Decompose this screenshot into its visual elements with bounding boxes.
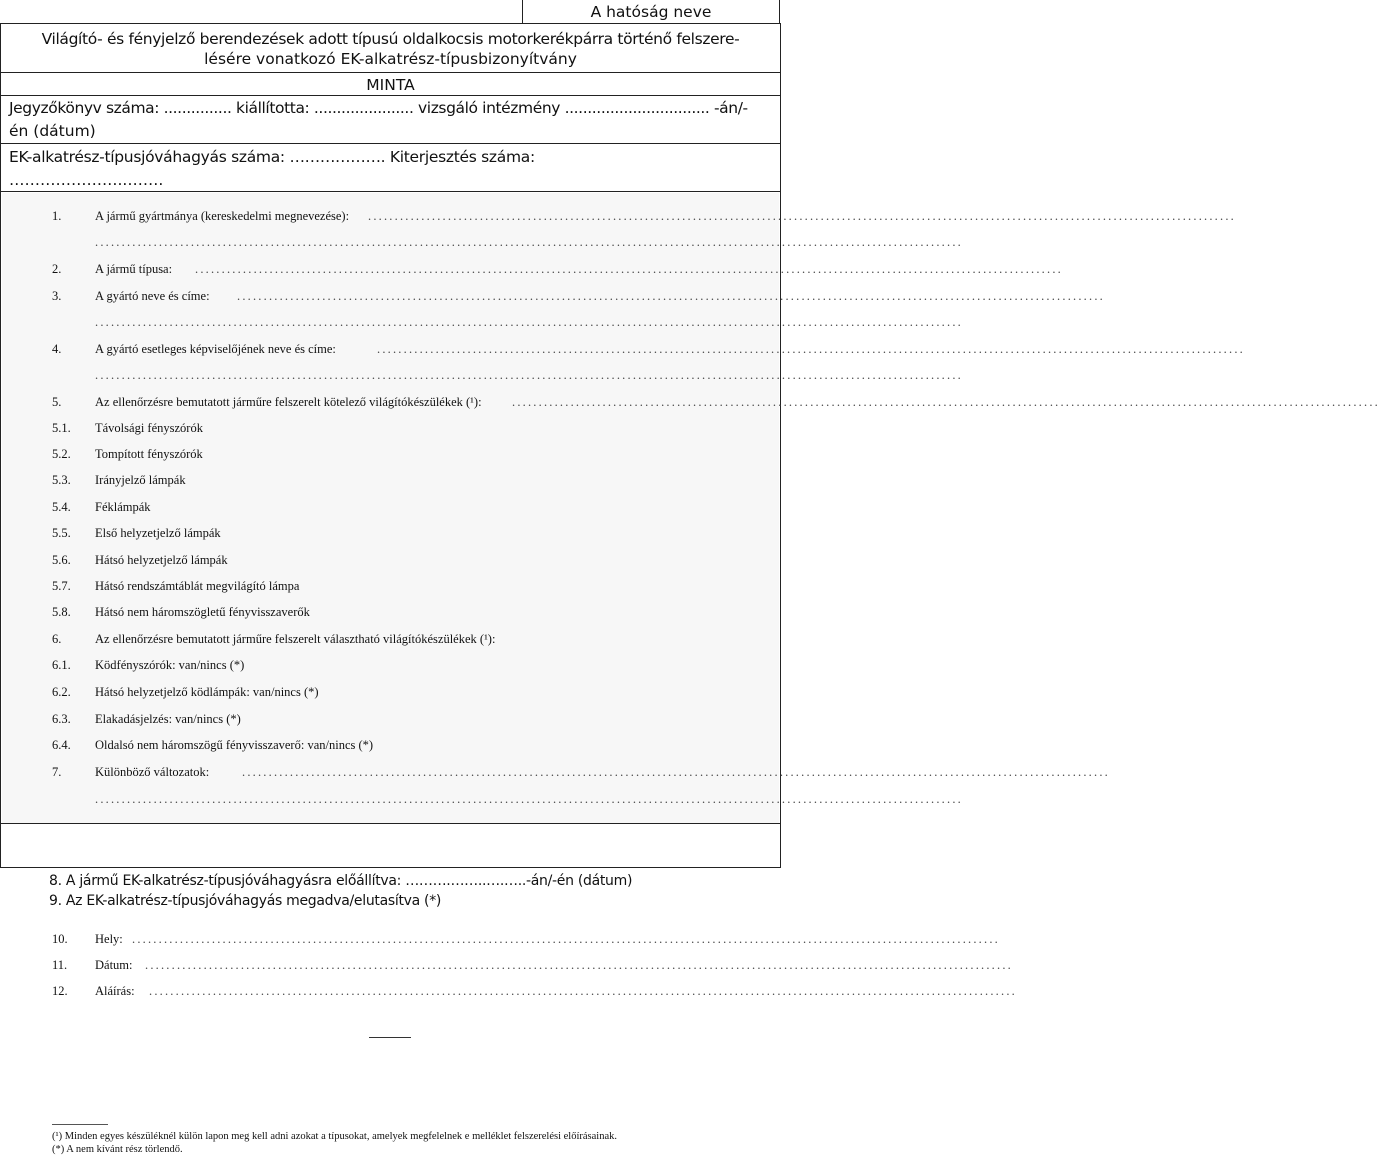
item-5-5 [52,526,729,542]
item-7 [52,765,1110,781]
item-label: Az ellenőrzésre bemutatott járműre felszerelt kötelező világítókészülékek (¹): [95,395,482,409]
item-1 [52,209,1236,225]
certificate-title-line2: lésére vonatkozó EK-alkatrész-típusbizonyítvány [204,50,577,68]
item-2 [52,262,1063,278]
item-label: Irányjelző lámpák [95,473,186,487]
item-number: 6.2. [52,685,71,699]
item-number: 5. [52,395,62,409]
footnote-1: (¹) Minden egyes készüléknél külön lapon meg kell adni azokat a típusokat, amelyek megfelelnek e melléklet felszerelési előírásainak. [52,1131,617,1142]
footnote-2: (*) A nem kívánt rész törlendő. [52,1144,183,1155]
item-number: 5.4. [52,500,71,514]
item-6-2 [52,685,729,701]
item-label: Ködfényszórók: van/nincs (*) [95,658,245,672]
item-6 [52,632,729,648]
item-6-4 [52,738,729,754]
item-8-production-date: 8. A jármű EK-alkatrész-típusjóváhagyásra előállítva: ……….……..….…..-án/-én (dátum) [49,873,633,889]
item-number: 5.2. [52,447,71,461]
continuation-dots: ................................................................................................................................................................... [95,235,963,249]
item-label: Tompított fényszórók [95,447,203,461]
protocol-line2: én (dátum) [9,122,96,140]
item-5-3 [52,473,729,489]
item-label: A jármű gyártmánya (kereskedelmi megnevezése): [95,209,350,223]
item-number: 6.1. [52,658,71,672]
item-label: Az ellenőrzésre bemutatott járműre felszerelt választható világítókészülékek (¹): [95,632,496,646]
item-5 [52,395,1380,411]
item-5-1 [52,421,729,437]
item-number: 2. [52,262,62,276]
item-number: 5.6. [52,553,71,567]
item-5-2 [52,447,729,463]
fill-dots: ................................................................................................................................................................... [237,289,1105,303]
item-number: 1. [52,209,62,223]
item-label: Aláírás: [95,984,135,998]
authority-name: A hatóság neve [590,3,712,21]
item-label: Hely: [95,932,123,946]
item-number: 7. [52,765,62,779]
item-label: Elakadásjelzés: van/nincs (*) [95,712,241,726]
item-number: 11. [52,958,68,972]
item-number: 5.1. [52,421,71,435]
item-label: A jármű típusa: [95,262,173,276]
fill-dots: ................................................................................................................................................................... [145,958,1013,972]
fill-dots: ................................................................................................................................................................... [368,209,1236,223]
item-6-3 [52,712,729,728]
minta-label: MINTA [366,76,415,94]
item-label: Dátum: [95,958,133,972]
item-5-7 [52,579,729,595]
section-end-rule [369,1037,411,1038]
fill-dots: ................................................................................................................................................................... [195,262,1063,276]
item-label: Oldalsó nem háromszögű fényvisszaverő: van/nincs (*) [95,738,374,752]
item-label: Különböző változatok: [95,765,210,779]
item-number: 10. [52,932,68,946]
item-number: 5.3. [52,473,71,487]
approval-number-line2: …………………..……. [9,171,164,189]
fill-dots: ................................................................................................................................................................... [149,984,1017,998]
item-number: 5.7. [52,579,71,593]
item-label: Hátsó helyzetjelző ködlámpák: van/nincs (*) [95,685,319,699]
fill-dots: ................................................................................................................................................................... [377,342,1245,356]
continuation-dots: ................................................................................................................................................................... [95,368,963,382]
item-label: Távolsági fényszórók [95,421,203,435]
item-9-approval-decision: 9. Az EK-alkatrész-típusjóváhagyás megadva/elutasítva (*) [49,893,442,909]
form-frame-divider [0,823,781,824]
continuation-dots: ................................................................................................................................................................... [95,792,963,806]
approval-number-line1: EK-alkatrész-típusjóváhagyás száma: ………………. Kiterjesztés száma: [9,148,535,166]
footnote-separator [52,1124,108,1125]
item-11-date [52,958,1013,974]
item-label: Első helyzetjelző lámpák [95,526,221,540]
item-number: 6. [52,632,62,646]
item-4 [52,342,1245,358]
item-label: Hátsó helyzetjelző lámpák [95,553,228,567]
item-label: Hátsó rendszámtáblát megvilágító lámpa [95,579,300,593]
item-label: Hátsó nem háromszögletű fényvisszaverők [95,605,310,619]
item-number: 5.5. [52,526,71,540]
protocol-line1: Jegyzőkönyv száma: ............... kiállította: ...................... vizsgáló intézmény ................................ -án/- [9,99,748,117]
fill-dots: ................................................................................................................................................................... [512,395,1380,409]
item-number: 6.3. [52,712,71,726]
fill-dots: ................................................................................................................................................................... [242,765,1110,779]
item-label: Féklámpák [95,500,151,514]
continuation-dots: ................................................................................................................................................................... [95,315,963,329]
item-number: 4. [52,342,62,356]
item-3 [52,289,1105,305]
item-6-1 [52,658,729,674]
item-number: 12. [52,984,68,998]
item-10-place [52,932,1000,948]
item-5-4 [52,500,729,516]
item-label: A gyártó esetleges képviselőjének neve és címe: [95,342,336,356]
fill-dots: ................................................................................................................................................................... [132,932,1000,946]
item-5-8 [52,605,729,621]
item-number: 3. [52,289,62,303]
item-number: 5.8. [52,605,71,619]
item-label: A gyártó neve és címe: [95,289,210,303]
item-number: 6.4. [52,738,71,752]
item-5-6 [52,553,729,569]
item-12-signature [52,984,1017,1000]
certificate-title-line1: Világító- és fényjelző berendezések adott típusú oldalkocsis motorkerékpárra történő felszere- [41,30,740,48]
